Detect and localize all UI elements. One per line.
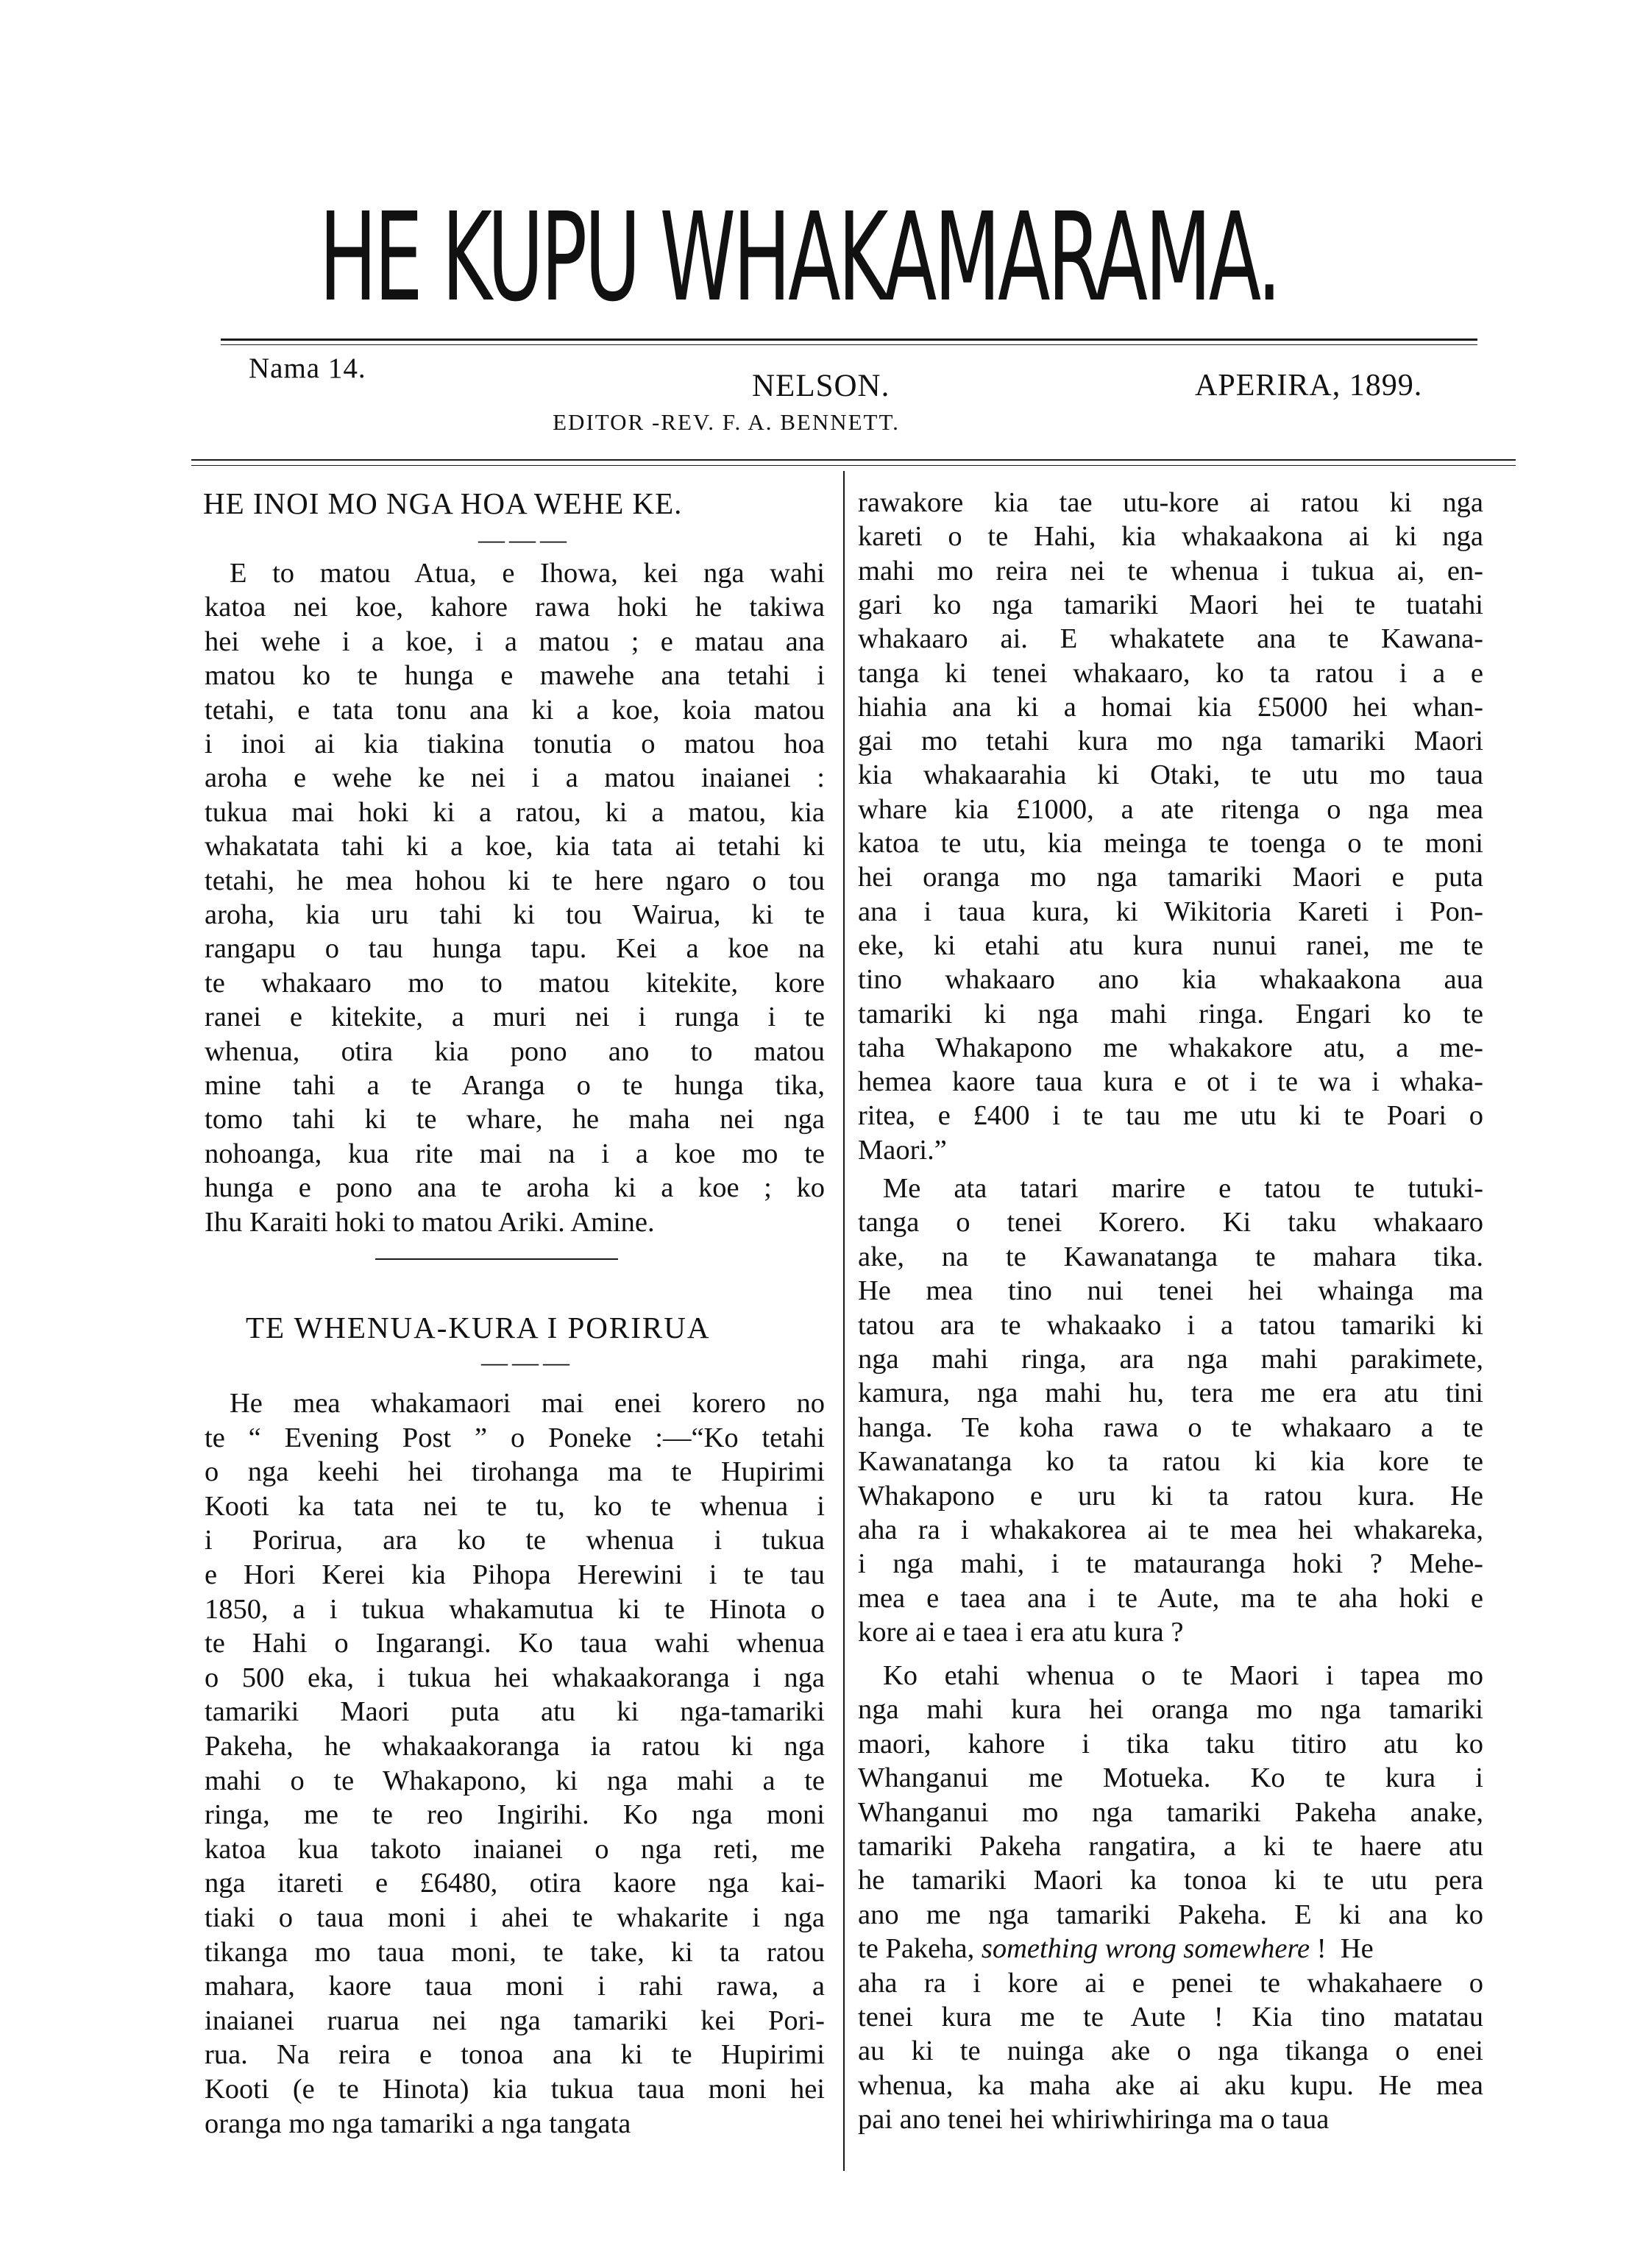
- text-line: hanga. Te koha rawa o te whakaaro a te: [858, 1411, 1483, 1443]
- text-line: nohoanga, kua rite mai na i a koe mo te: [205, 1138, 825, 1169]
- text-line: ringa, me te reo Ingirihi. Ko nga moni: [205, 1799, 825, 1831]
- text-line: inaianei ruarua nei nga tamariki kei Pori-: [205, 2005, 825, 2036]
- text-line: Ihu Karaiti hoki to matou Ariki. Amine.: [205, 1206, 655, 1238]
- text-line: tamariki Maori puta atu ki nga-tamariki: [205, 1696, 825, 1728]
- text-line: aha ra i kore ai e penei te whakahaere o: [858, 1967, 1483, 1999]
- text-line: nga mahi kura hei oranga mo nga tamariki: [858, 1694, 1483, 1726]
- text-line: aroha, kia uru tahi ki tou Wairua, ki te: [205, 899, 825, 930]
- text-span: te Pakeha,: [858, 1933, 982, 1965]
- text-line: kareti o te Hahi, kia whakaakona ai ki nga: [858, 521, 1483, 553]
- text-line: i nga mahi, i te matauranga hoki ? Mehe-: [858, 1548, 1483, 1580]
- text-line: ano me nga tamariki Pakeha. E ki ana ko: [858, 1899, 1483, 1930]
- text-line: 1850, a i tukua whakamutua ki te Hinota o: [205, 1593, 825, 1625]
- whenua-separator: ———: [481, 1347, 574, 1377]
- text-line: nga mahi ringa, ara nga mahi parakimete,: [858, 1344, 1483, 1375]
- text-line: te Hahi o Ingarangi. Ko taua wahi whenua: [205, 1628, 825, 1659]
- text-line: katoa te utu, kia meinga te toenga o te moni: [858, 828, 1483, 859]
- text-line: rawakore kia tae utu-kore ai ratou ki nga: [858, 487, 1483, 518]
- text-line: tiaki o taua moni i ahei te whakarite i nga: [205, 1902, 825, 1933]
- text-line: eke, ki etahi atu kura nunui ranei, me te: [858, 929, 1483, 961]
- text-line: pai ano tenei hei whiriwhiringa ma o taua: [858, 2104, 1330, 2136]
- text-line: maori, kahore i tika taku titiro atu ko: [858, 1728, 1483, 1760]
- text-line: katoa kua takoto inaianei o nga reti, me: [205, 1833, 825, 1865]
- text-line: Kooti (e te Hinota) kia tukua taua moni hei: [205, 2074, 825, 2105]
- text-line: whakatata tahi ki a koe, kia tata ai tetahi ki: [205, 831, 825, 862]
- text-line: o nga keehi hei tirohanga ma te Hupirimi: [205, 1456, 825, 1488]
- text-line: mine tahi a te Aranga o te hunga tika,: [205, 1070, 825, 1101]
- text-line: ranei e kitekite, a muri nei i runga i te: [205, 1002, 825, 1033]
- text-line: o 500 eka, i tukua hei whakaakoranga i nga: [205, 1662, 825, 1693]
- text-line: tetahi, e tata tonu ana ki a koe, koia matou: [205, 694, 825, 726]
- text-line: hemea kaore taua kura e ot i te wa i whaka-: [858, 1066, 1483, 1098]
- text-line: tanga ki tenei whakaaro, ko ta ratou i a e: [858, 657, 1483, 689]
- text-line: E to matou Atua, e Ihowa, kei nga wahi: [230, 558, 825, 589]
- text-line: Ko etahi whenua o te Maori i tapea mo: [883, 1660, 1483, 1691]
- issue-editor: EDITOR -REV. F. A. BENNETT.: [553, 409, 900, 435]
- text-line: tamariki ki nga mahi ringa. Engari ko te: [858, 998, 1483, 1030]
- text-line: mahi o te Whakapono, ki nga mahi a te: [205, 1765, 825, 1796]
- text-line: kamura, nga mahi hu, tera me era atu tini: [858, 1378, 1483, 1409]
- text-line: whare kia £1000, a ate ritenga o nga mea: [858, 793, 1483, 825]
- text-line: ritea, e £400 i te tau me utu ki te Poari o: [858, 1100, 1483, 1132]
- text-line: Maori.”: [858, 1134, 947, 1166]
- issue-place: NELSON.: [752, 369, 890, 403]
- text-line: tikanga mo taua moni, te take, ki ta ratou: [205, 1936, 825, 1968]
- text-line: te whakaaro mo to matou kitekite, kore: [205, 967, 825, 999]
- text-line: ana i taua kura, ki Wikitoria Kareti i Pon-: [858, 896, 1483, 927]
- text-line: He mea whakamaori mai enei korero no: [230, 1388, 825, 1419]
- text-line: Whanganui mo nga tamariki Pakeha anake,: [858, 1796, 1483, 1828]
- text-line: tukua mai hoki ki a ratou, ki a matou, kia: [205, 796, 825, 828]
- text-line: katoa nei koe, kahore rawa hoki he takiwa: [205, 592, 825, 623]
- text-line: whenua, ka maha ake ai aku kupu. He mea: [858, 2069, 1483, 2101]
- text-line: tomo tahi ki te whare, he maha nei nga: [205, 1104, 825, 1135]
- text-line: oranga mo nga tamariki a nga tangata: [205, 2108, 631, 2139]
- text-line: gari ko nga tamariki Maori hei te tuatahi: [858, 589, 1483, 620]
- text-line: hiahia ana ki a homai kia £5000 hei whan-: [858, 691, 1483, 723]
- text-line: matou ko te hunga e mawehe ana tetahi i: [205, 660, 825, 692]
- text-line: hunga e pono ana te aroha ki a koe ; ko: [205, 1172, 825, 1204]
- text-line: Whakapono e uru ki ta ratou kura. He: [858, 1480, 1483, 1512]
- text-line: au ki te nuinga ake o nga tikanga o enei: [858, 2035, 1483, 2067]
- text-line: hei oranga mo nga tamariki Maori e puta: [858, 862, 1483, 893]
- issue-date: APERIRA, 1899.: [1195, 369, 1423, 403]
- prayer-heading: HE INOI MO NGA HOA WEHE KE.: [203, 486, 683, 520]
- text-line: rangapu o tau hunga tapu. Kei a koe na: [205, 933, 825, 965]
- text-line: gai mo tetahi kura mo nga tamariki Maori: [858, 726, 1483, 757]
- text-line: ake, na te Kawanatanga te mahara tika.: [858, 1241, 1483, 1272]
- text-line: [858, 1935, 1374, 1963]
- text-line: aha ra i whakakorea ai te mea hei whakareka,: [858, 1514, 1483, 1545]
- text-line: Kooti ka tata nei te tu, ko te whenua i: [205, 1490, 825, 1522]
- text-line: kore ai e taea i era atu kura ?: [858, 1617, 1184, 1648]
- text-line: tenei kura me te Aute ! Kia tino matatau: [858, 2002, 1483, 2033]
- text-line: aroha e wehe ke nei i a matou inaianei :: [205, 762, 825, 794]
- text-line: e Hori Kerei kia Pihopa Herewini i te tau: [205, 1559, 825, 1590]
- text-line: whenua, otira kia pono ano to matou: [205, 1035, 825, 1067]
- text-line: tanga o tenei Korero. Ki taku whakaaro: [858, 1207, 1483, 1238]
- text-line: He mea tino nui tenei hei whainga ma: [858, 1275, 1483, 1307]
- text-line: kia whakaarahia ki Otaki, te utu mo taua: [858, 759, 1483, 791]
- text-line: Whanganui me Motueka. Ko te kura i: [858, 1762, 1483, 1794]
- text-line: tamariki Pakeha rangatira, a ki te haere atu: [858, 1831, 1483, 1862]
- prayer-separator: ———: [478, 525, 571, 554]
- issue-number: Nama 14.: [249, 352, 366, 384]
- text-line: tino whakaaro ano kia whakaakona aua: [858, 964, 1483, 996]
- text-line: whakaaro ai. E whakatete ana te Kawana-: [858, 623, 1483, 655]
- text-line: mea e taea ana i te Aute, ma te aha hoki e: [858, 1582, 1483, 1614]
- masthead-title: HE KUPU WHAKAMARAMA.: [319, 187, 1280, 329]
- text-line: nga itareti e £6480, otira kaore nga kai-: [205, 1868, 825, 1899]
- text-span: ! He: [1310, 1933, 1374, 1965]
- text-line: Kawanatanga ko ta ratou ki kia kore te: [858, 1446, 1483, 1478]
- text-line: mahi mo reira nei te whenua i tukua ai, en-: [858, 555, 1483, 587]
- whenua-heading: TE WHENUA-KURA I PORIRUA: [246, 1311, 711, 1344]
- text-line: te “ Evening Post ” o Poneke :—“Ko tetahi: [205, 1422, 825, 1453]
- text-line: mahara, kaore taua moni i rahi rawa, a: [205, 1971, 825, 2002]
- text-line: taha Whakapono me whakakore atu, a me-: [858, 1032, 1483, 1063]
- text-line: rua. Na reira e tonoa ana ki te Hupirimi: [205, 2039, 825, 2071]
- text-line: Pakeha, he whakaakoranga ia ratou ki nga: [205, 1731, 825, 1762]
- text-line: Me ata tatari marire e tatou te tutuki-: [883, 1173, 1483, 1204]
- text-line: hei wehe i a koe, i a matou ; e matau ana: [205, 626, 825, 657]
- text-line: he tamariki Maori ka tonoa ki te utu pera: [858, 1865, 1483, 1896]
- text-line: tetahi, he mea hohou ki te here ngaro o tou: [205, 865, 825, 896]
- text-line: i Porirua, ara ko te whenua i tukua: [205, 1525, 825, 1556]
- text-line: tatou ara te whakaako i a tatou tamariki ki: [858, 1309, 1483, 1341]
- text-line: i inoi ai kia tiakina tonutia o matou hoa: [205, 729, 825, 759]
- italic-phrase: something wrong somewhere: [981, 1933, 1310, 1965]
